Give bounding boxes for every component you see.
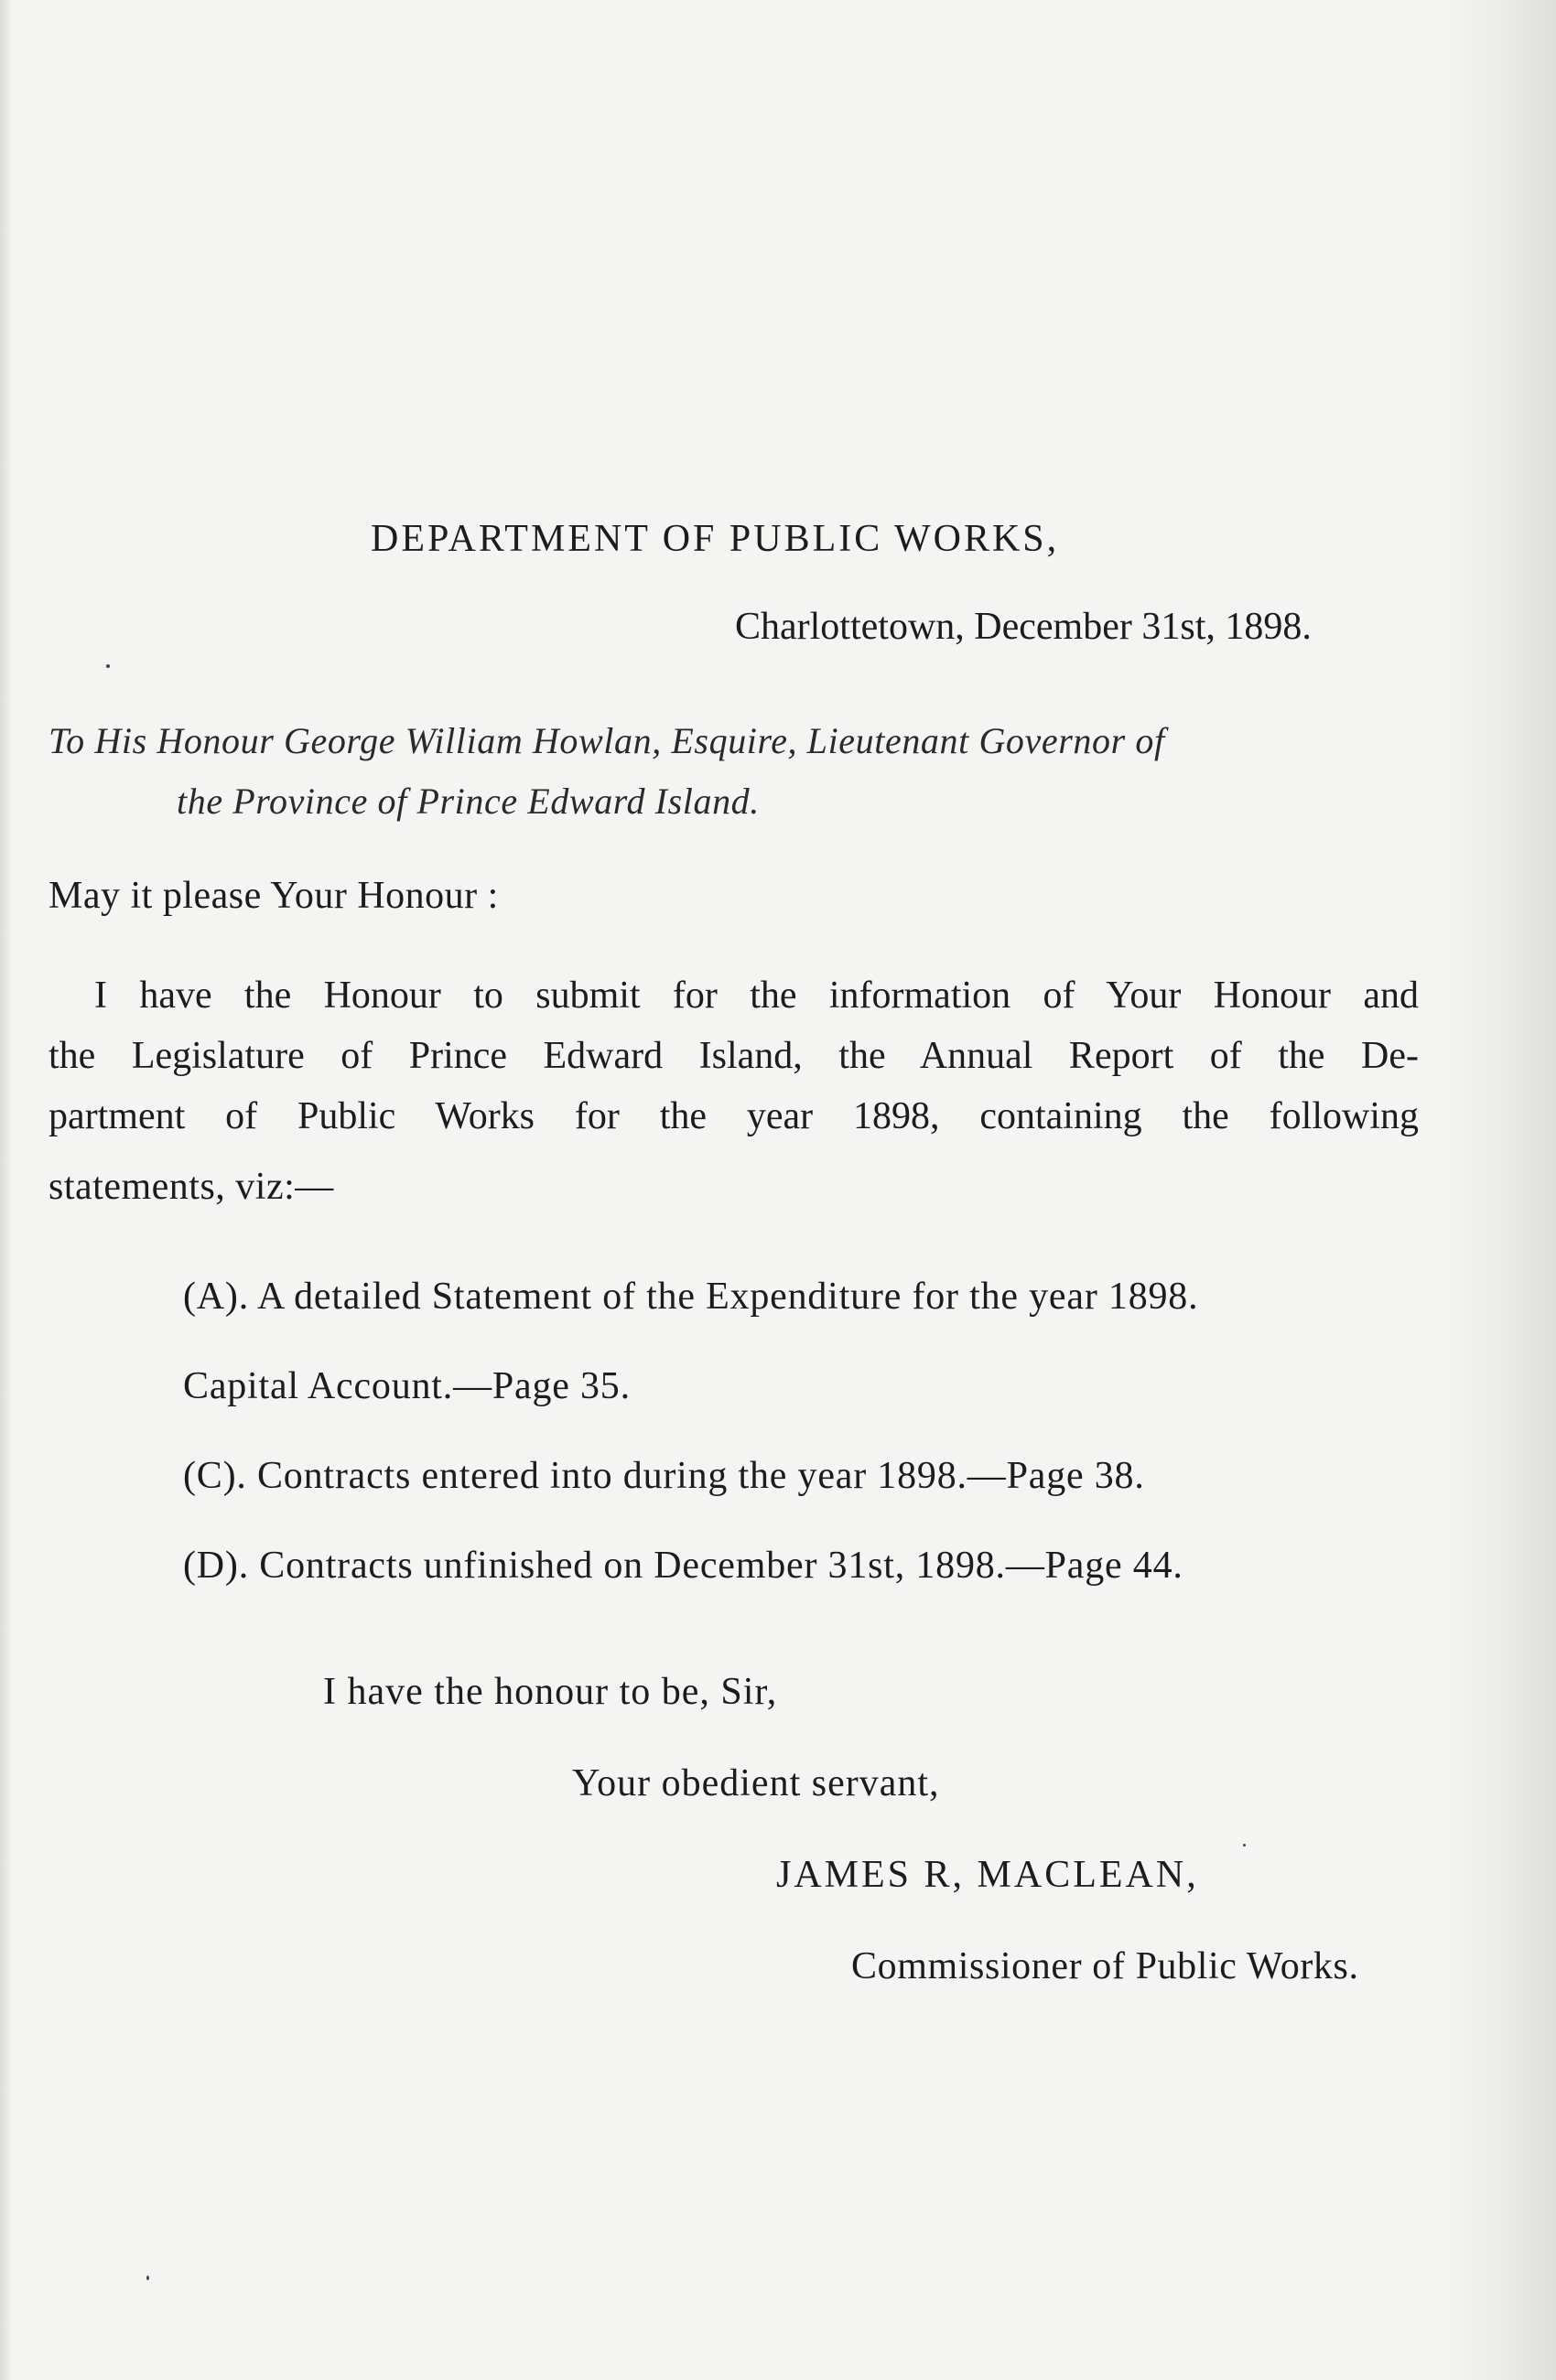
statement-item-b: Capital Account.—Page 35. bbox=[183, 1365, 631, 1407]
address-line-1: To His Honour George William Howlan, Esquire, Lieutenant Governor of bbox=[49, 720, 1165, 761]
body-line-2: the Legislature of Prince Edward Island, the Annual Report of the De- bbox=[49, 1035, 1419, 1077]
salutation: May it please Your Honour : bbox=[49, 875, 499, 917]
statement-item-a: (A). A detailed Statement of the Expenditure for the year 1898. bbox=[183, 1276, 1199, 1318]
address-line-2: the Province of Prince Edward Island. bbox=[177, 781, 760, 822]
department-heading: DEPARTMENT OF PUBLIC WORKS, bbox=[371, 518, 1060, 560]
print-speck bbox=[106, 664, 110, 668]
print-speck bbox=[1243, 1844, 1246, 1847]
body-line-1: I have the Honour to submit for the information of Your Honour and bbox=[94, 975, 1419, 1017]
closing-line-2: Your obedient servant, bbox=[572, 1762, 940, 1804]
signature-title: Commissioner of Public Works. bbox=[851, 1945, 1359, 1987]
body-line-3: partment of Public Works for the year 1898, containing the following bbox=[49, 1095, 1419, 1137]
print-speck bbox=[146, 2276, 149, 2280]
statement-item-c: (C). Contracts entered into during the year 1898.—Page 38. bbox=[183, 1455, 1145, 1497]
closing-line-1: I have the honour to be, Sir, bbox=[323, 1671, 778, 1713]
body-line-4: statements, viz:— bbox=[49, 1166, 334, 1208]
page-right-edge-shading bbox=[1446, 0, 1556, 2380]
place-date: Charlottetown, December 31st, 1898. bbox=[735, 606, 1312, 648]
statement-item-d: (D). Contracts unfinished on December 31st, 1898.—Page 44. bbox=[183, 1545, 1183, 1587]
page-left-edge bbox=[0, 0, 13, 2380]
signature-name: JAMES R, MACLEAN, bbox=[776, 1854, 1199, 1896]
